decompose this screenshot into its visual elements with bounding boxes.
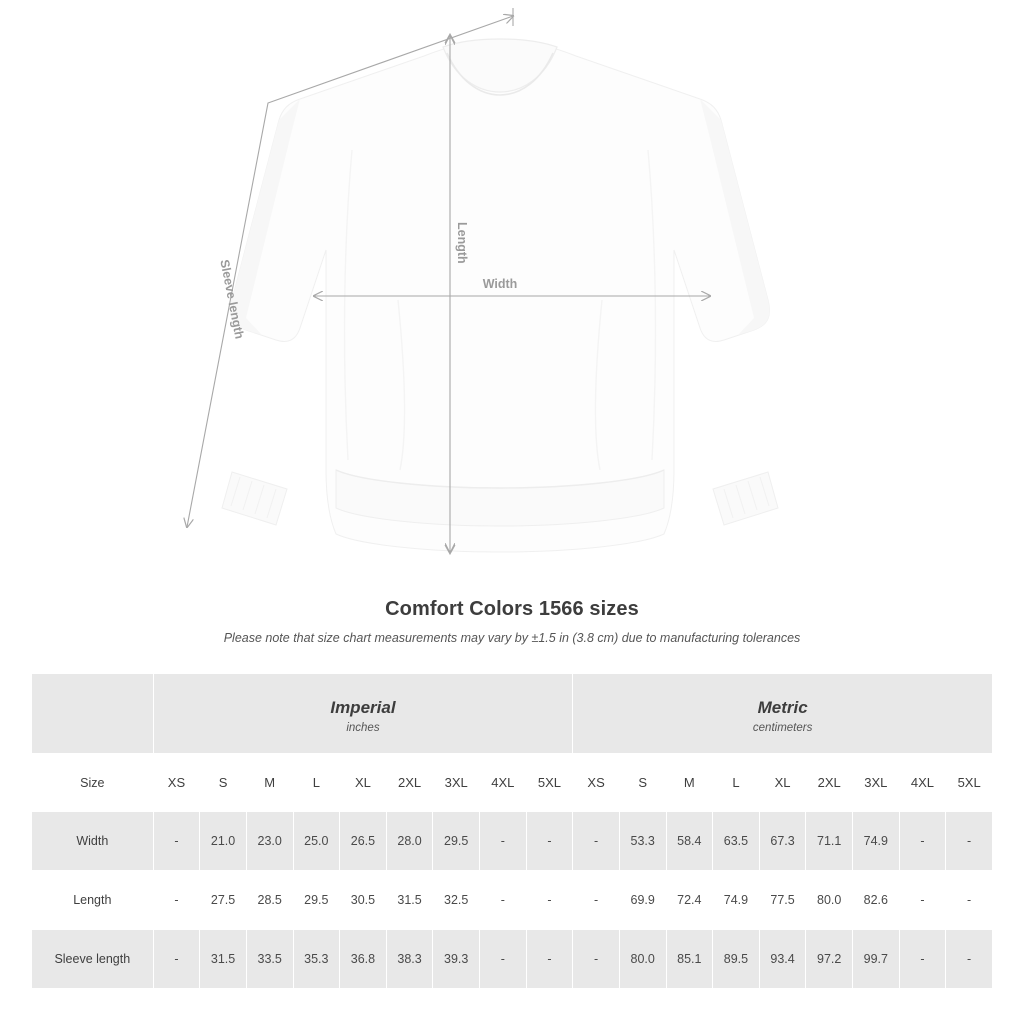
- size-header-imperial-4xl: 4XL: [480, 754, 527, 812]
- cell-length-metric-2xl: 80.0: [806, 871, 853, 930]
- size-header-metric-m: M: [666, 754, 713, 812]
- cell-length-metric-3xl: 82.6: [853, 871, 900, 930]
- cell-width-metric-l: 63.5: [713, 812, 760, 871]
- metric-header: [573, 674, 993, 754]
- cell-sleeve-metric-s: 80.0: [619, 930, 666, 989]
- cell-width-imperial-3xl: 29.5: [433, 812, 480, 871]
- cell-length-metric-xs: -: [573, 871, 620, 930]
- cell-length-metric-l: 74.9: [713, 871, 760, 930]
- size-header-imperial-3xl: 3XL: [433, 754, 480, 812]
- row-label-sleeve-length: Sleeve length: [32, 930, 154, 989]
- cell-width-imperial-2xl: 28.0: [386, 812, 433, 871]
- cell-width-imperial-5xl: -: [526, 812, 573, 871]
- table-row: [32, 812, 993, 871]
- metric-unit-sub: centimeters: [752, 722, 813, 735]
- cell-length-imperial-5xl: -: [526, 871, 573, 930]
- tolerance-note: Please note that size chart measurements may vary by ±1.5 in (3.8 cm) due to manufacturing tolerances: [223, 631, 801, 645]
- sleeve-length-label: Sleeve length: [217, 258, 247, 341]
- size-header-row: [32, 754, 993, 812]
- size-header-imperial-s: S: [200, 754, 247, 812]
- size-header-metric-5xl: 5XL: [946, 754, 993, 812]
- imperial-unit-name: Imperial: [330, 697, 396, 717]
- cell-width-metric-xl: 67.3: [759, 812, 806, 871]
- unit-header-row: [32, 674, 993, 754]
- width-label: Width: [482, 277, 518, 291]
- size-header-metric-2xl: 2XL: [806, 754, 853, 812]
- cell-length-imperial-3xl: 32.5: [433, 871, 480, 930]
- cell-width-metric-xs: -: [573, 812, 620, 871]
- cell-sleeve-imperial-xl: 36.8: [340, 930, 387, 989]
- cell-sleeve-imperial-3xl: 39.3: [433, 930, 480, 989]
- cell-length-imperial-s: 27.5: [200, 871, 247, 930]
- size-header-imperial-xs: XS: [153, 754, 200, 812]
- imperial-header: [153, 674, 573, 754]
- metric-unit-name: Metric: [757, 697, 808, 717]
- cell-width-metric-s: 53.3: [619, 812, 666, 871]
- cell-sleeve-imperial-2xl: 38.3: [386, 930, 433, 989]
- cell-width-imperial-s: 21.0: [200, 812, 247, 871]
- size-header-metric-xs: XS: [573, 754, 620, 812]
- size-header-metric-xl: XL: [759, 754, 806, 812]
- cell-sleeve-imperial-m: 33.5: [246, 930, 293, 989]
- table-row: [32, 930, 993, 989]
- cell-length-imperial-m: 28.5: [246, 871, 293, 930]
- cell-sleeve-imperial-xs: -: [153, 930, 200, 989]
- cell-length-metric-m: 72.4: [666, 871, 713, 930]
- size-header-imperial-2xl: 2XL: [386, 754, 433, 812]
- cell-length-metric-s: 69.9: [619, 871, 666, 930]
- cell-sleeve-metric-2xl: 97.2: [806, 930, 853, 989]
- cell-width-metric-5xl: -: [946, 812, 993, 871]
- cell-width-imperial-xl: 26.5: [340, 812, 387, 871]
- cell-length-imperial-4xl: -: [480, 871, 527, 930]
- cell-width-metric-2xl: 71.1: [806, 812, 853, 871]
- size-label-cell: Size: [32, 754, 154, 812]
- page-title: Comfort Colors 1566 sizes: [385, 598, 639, 620]
- cell-width-imperial-xs: -: [153, 812, 200, 871]
- cell-width-imperial-m: 23.0: [246, 812, 293, 871]
- size-header-imperial-xl: XL: [340, 754, 387, 812]
- cell-length-imperial-2xl: 31.5: [386, 871, 433, 930]
- cell-sleeve-metric-xl: 93.4: [759, 930, 806, 989]
- cell-length-imperial-xs: -: [153, 871, 200, 930]
- cell-sleeve-imperial-s: 31.5: [200, 930, 247, 989]
- cell-length-metric-5xl: -: [946, 871, 993, 930]
- cell-sleeve-imperial-4xl: -: [480, 930, 527, 989]
- table-row: [32, 871, 993, 930]
- cell-length-imperial-xl: 30.5: [340, 871, 387, 930]
- cell-sleeve-metric-m: 85.1: [666, 930, 713, 989]
- cell-length-imperial-l: 29.5: [293, 871, 340, 930]
- size-header-metric-l: L: [713, 754, 760, 812]
- cell-length-metric-xl: 77.5: [759, 871, 806, 930]
- cell-width-metric-4xl: -: [899, 812, 946, 871]
- size-header-metric-s: S: [619, 754, 666, 812]
- corner-cell: [32, 674, 154, 754]
- cell-sleeve-imperial-5xl: -: [526, 930, 573, 989]
- cell-sleeve-metric-l: 89.5: [713, 930, 760, 989]
- row-label-width: Width: [32, 812, 154, 871]
- size-chart-table: [31, 673, 993, 989]
- size-header-imperial-5xl: 5XL: [526, 754, 573, 812]
- cell-sleeve-metric-3xl: 99.7: [853, 930, 900, 989]
- row-label-length: Length: [32, 871, 154, 930]
- length-label: Length: [455, 222, 469, 264]
- cell-length-metric-4xl: -: [899, 871, 946, 930]
- size-header-metric-4xl: 4XL: [899, 754, 946, 812]
- cell-sleeve-imperial-l: 35.3: [293, 930, 340, 989]
- size-header-imperial-m: M: [246, 754, 293, 812]
- cell-width-metric-3xl: 74.9: [853, 812, 900, 871]
- cell-sleeve-metric-4xl: -: [899, 930, 946, 989]
- imperial-unit-sub: inches: [346, 722, 380, 735]
- size-header-metric-3xl: 3XL: [853, 754, 900, 812]
- cell-sleeve-metric-xs: -: [573, 930, 620, 989]
- title-block: [0, 598, 1024, 645]
- cell-sleeve-metric-5xl: -: [946, 930, 993, 989]
- cell-width-metric-m: 58.4: [666, 812, 713, 871]
- cell-width-imperial-4xl: -: [480, 812, 527, 871]
- size-header-imperial-l: L: [293, 754, 340, 812]
- cell-width-imperial-l: 25.0: [293, 812, 340, 871]
